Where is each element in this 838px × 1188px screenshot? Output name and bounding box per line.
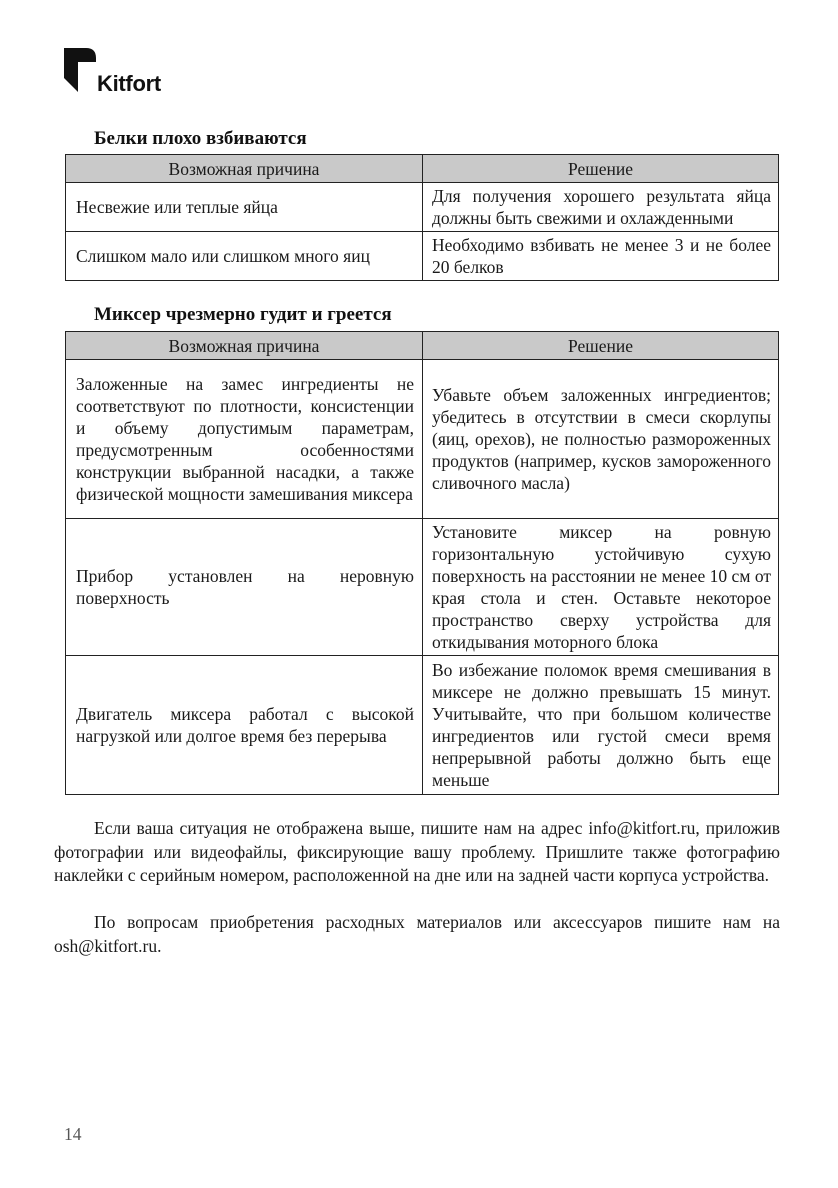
solution-cell: Установите миксер на ровную горизонтальную устойчивую сухую поверхность на расстоянии не менее 10 см от края стола и стен. Оставьте некоторое пространство сверху устройства для откидывания моторного блока bbox=[423, 519, 779, 656]
cause-cell: Прибор установлен на неровную поверхность bbox=[66, 519, 423, 656]
solution-cell: Убавьте объем заложенных ингредиентов; убедитесь в отсутствии в смеси скорлупы (яиц, орехов), не полностью размороженных продуктов (например, кусков замороженного сливочного масла) bbox=[423, 360, 779, 519]
header-solution: Решение bbox=[423, 155, 779, 183]
cause-cell: Несвежие или теплые яйца bbox=[66, 183, 423, 232]
table-row bbox=[66, 656, 779, 795]
accessories-paragraph: По вопросам приобретения расходных материалов или аксессуаров пишите нам на osh@kitfort.ru. bbox=[54, 912, 780, 956]
table-row bbox=[66, 519, 779, 656]
section-title-mixer-noise: Миксер чрезмерно гудит и греется bbox=[94, 304, 392, 325]
cause-cell: Двигатель миксера работал с высокой нагрузкой или долгое время без перерыва bbox=[66, 656, 423, 795]
cause-cell: Заложенные на замес ингредиенты не соответствуют по плотности, консистенции и объему допустимым параметрам, предусмотренным особенностями конструкции выбранной насадки, а также физической мощности замешивания миксера bbox=[66, 360, 423, 519]
contact-paragraph: Если ваша ситуация не отображена выше, пишите нам на адрес info@kitfort.ru, приложив фотографии или видеофайлы, фиксирующие вашу проблему. Пришлите также фотографию наклейки с серийным номером, расположенной на дне или на задней части корпуса устройства. bbox=[54, 818, 780, 885]
table-row bbox=[66, 232, 779, 281]
page-number: 14 bbox=[64, 1124, 82, 1144]
header-cause: Возможная причина bbox=[66, 332, 423, 360]
table-row bbox=[66, 183, 779, 232]
section-title-whites: Белки плохо взбиваются bbox=[94, 128, 307, 149]
solution-cell: Во избежание поломок время смешивания в миксере не должно превышать 15 минут. Учитывайте, что при большом количестве ингредиентов или густой смеси время непрерывной работы должно быть еще меньше bbox=[423, 656, 779, 795]
table-header-row bbox=[66, 332, 779, 360]
troubleshooting-table-whites bbox=[65, 154, 779, 281]
troubleshooting-table-mixer bbox=[65, 331, 779, 795]
table-row bbox=[66, 360, 779, 519]
brand-name: Kitfort bbox=[97, 71, 161, 96]
header-cause: Возможная причина bbox=[66, 155, 423, 183]
header-solution: Решение bbox=[423, 332, 779, 360]
solution-cell: Для получения хорошего результата яйца должны быть свежими и охлажденными bbox=[423, 183, 779, 232]
cause-cell: Слишком мало или слишком много яиц bbox=[66, 232, 423, 281]
table-header-row bbox=[66, 155, 779, 183]
kitfort-logo-icon bbox=[64, 48, 98, 92]
solution-cell: Необходимо взбивать не менее 3 и не более 20 белков bbox=[423, 232, 779, 281]
